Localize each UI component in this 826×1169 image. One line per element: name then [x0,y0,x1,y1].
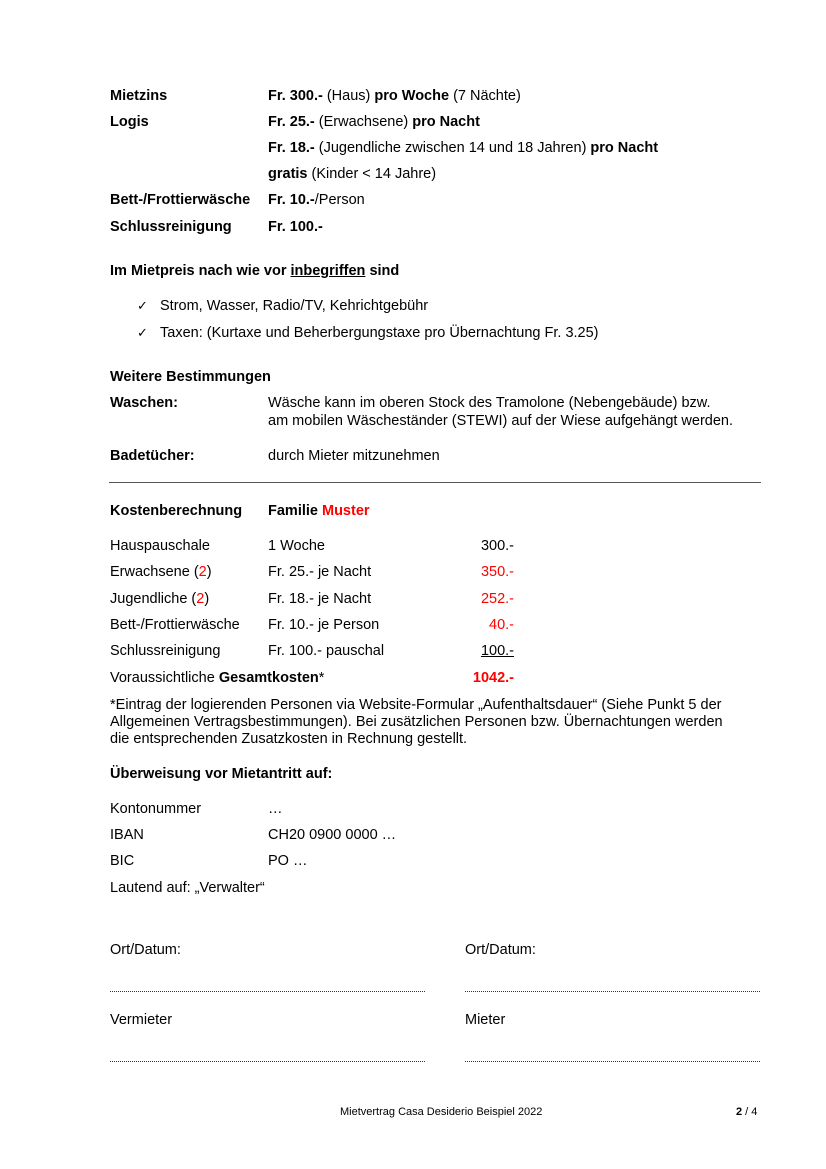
pricing-value-logis-youth [268,140,658,156]
pricing-value-linen [268,192,365,208]
section-divider [109,482,761,483]
label-end: ) [206,564,212,580]
cost-row-value: 350.- [480,564,514,580]
footer-title: Mietvertrag Casa Desiderio Beispiel 2022 [340,1106,543,1118]
tail: (7 Nächte) [449,88,521,104]
heading-underlined: inbegriffen [290,263,366,279]
total-pre: Voraussichtliche [110,670,219,686]
vermieter-signature-line [110,1061,425,1062]
detail: (Kinder < 14 Jahre) [307,166,437,182]
heading-post: sind [365,263,400,279]
detail: (Erwachsene) [314,114,413,130]
included-item: Taxen: (Kurtaxe und Beherbergungstaxe pro Übernachtung Fr. 3.25) [160,325,599,341]
detail: (Jugendliche zwischen 14 und 18 Jahren) [314,140,591,156]
pricing-value-logis-adult [268,114,480,130]
suffix: pro Nacht [412,114,480,130]
detail: (Haus) [322,88,375,104]
cost-row-label: Schlussreinigung [110,643,221,659]
amount: gratis [268,166,308,182]
cost-row-unit: Fr. 100.- pauschal [268,643,385,659]
waschen-line-2: am mobilen Wäscheständer (STEWI) auf der Wiese aufgehängt werden. [268,413,734,429]
checkmark-icon: ✓ [137,299,148,314]
family-name [268,503,370,519]
cost-row-label [110,564,212,580]
footnote-line-3: die entsprechenden Zusatzkosten in Rechnung gestellt. [110,731,468,747]
konto-value: … [268,801,283,817]
total-post: * [318,670,325,686]
person-count: 2 [198,564,207,580]
waschen-label: Waschen: [110,395,178,411]
konto-label: Kontonummer [110,801,202,817]
total-label [110,670,324,686]
pricing-value-mietzins [268,88,521,104]
further-heading: Weitere Bestimmungen [110,369,271,385]
bic-value: PO … [268,853,308,869]
cost-row-label: Bett-/Frottierwäsche [110,617,240,633]
mieter-label: Mieter [465,1012,506,1028]
bade-label: Badetücher: [110,448,195,464]
footnote-line-1: *Eintrag der logierenden Personen via Website-Formular „Aufenthaltsdauer“ (Siehe Punkt 5 der [110,697,722,713]
cost-row-label: Hauspauschale [110,538,210,554]
pricing-label-linen: Bett-/Frottierwäsche [110,192,251,208]
right-date-line [465,991,760,992]
iban-value: CH20 0900 0000 … [268,827,397,843]
amount: Fr. 25.- [268,114,315,130]
family-label: Familie [268,503,322,519]
total-value: 1042.- [472,670,514,686]
pricing-label-cleaning: Schlussreinigung [110,219,232,235]
label-end: ) [204,591,210,607]
suffix: pro Nacht [590,140,659,156]
bade-text: durch Mieter mitzunehmen [268,448,440,464]
cost-row-label [110,591,209,607]
label-start: Jugendliche ( [110,591,197,607]
payment-heading: Überweisung vor Mietantritt auf: [110,766,333,782]
included-item: Strom, Wasser, Radio/TV, Kehrichtgebühr [160,298,429,314]
cost-row-value: 100.- [480,643,514,659]
page-current: 2 [736,1106,743,1118]
pricing-label-logis: Logis [110,114,149,130]
person-count: 2 [196,591,205,607]
lautend-auf: Lautend auf: „Verwalter“ [110,880,265,896]
right-place-date: Ort/Datum: [465,942,536,958]
cost-row-unit: Fr. 18.- je Nacht [268,591,372,607]
pricing-value-logis-child [268,166,436,182]
family-value: Muster [322,503,370,519]
page-separator: / [742,1106,752,1118]
checkmark-icon: ✓ [137,326,148,341]
cost-row-value: 252.- [480,591,514,607]
detail: /Person [314,192,365,208]
page-number [736,1106,757,1118]
amount: Fr. 300.- [268,88,323,104]
included-heading [110,263,399,279]
waschen-line-1: Wäsche kann im oberen Stock des Tramolone (Nebengebäude) bzw. [268,395,711,411]
cost-row-unit: Fr. 25.- je Nacht [268,564,372,580]
cost-row-unit: Fr. 10.- je Person [268,617,380,633]
cost-heading: Kostenberechnung [110,503,243,519]
bic-label: BIC [110,853,135,869]
label-start: Erwachsene ( [110,564,199,580]
suffix: pro Woche [374,88,450,104]
cost-row-value: 40.- [489,617,514,633]
vermieter-label: Vermieter [110,1012,173,1028]
heading-pre: Im Mietpreis nach wie vor [110,263,291,279]
footnote-line-2: Allgemeinen Vertragsbestimmungen). Bei zusätzlichen Personen bzw. Übernachtungen werden [110,714,723,730]
iban-label: IBAN [110,827,144,843]
pricing-label-mietzins: Mietzins [110,88,168,104]
cost-row-unit: 1 Woche [268,538,325,554]
pricing-value-cleaning: Fr. 100.- [268,219,323,235]
amount: Fr. 10.- [268,192,315,208]
left-place-date: Ort/Datum: [110,942,181,958]
left-date-line [110,991,425,992]
total-bold: Gesamtkosten [218,670,319,686]
page-total: 4 [751,1106,758,1118]
amount: Fr. 18.- [268,140,315,156]
mieter-signature-line [465,1061,760,1062]
cost-row-value: 300.- [480,538,514,554]
